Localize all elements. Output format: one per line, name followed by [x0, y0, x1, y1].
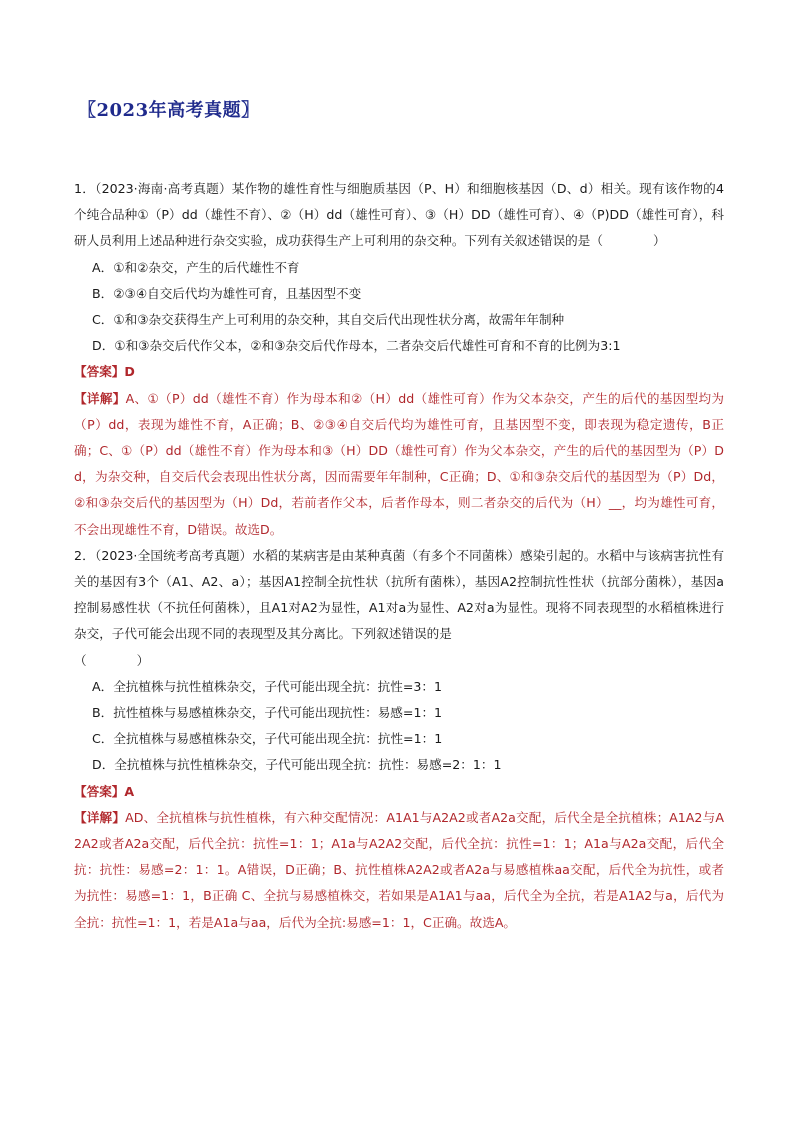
option-c: C．全抗植株与易感植株杂交，子代可能出现全抗：抗性=1：1 [92, 731, 443, 747]
option-a: A．全抗植株与抗性植株杂交，子代可能出现全抗：抗性=3：1 [92, 678, 443, 694]
option-b: B．抗性植株与易感植株杂交，子代可能出现抗性：易感=1：1 [92, 705, 443, 721]
analysis-text: A、①（P）dd（雄性不育）作为母本和②（H）dd（雄性可育）作为父本杂交，产生的后代的基因型均为（P）dd，表现为雄性不育，A正确；B、②③④自交后代均为雄性可育，且基因型不变，即表现为稳定遗传，B正确；C、①（P）dd（雄性不育）作为母本和③（H）DD（雄性可育）作为父本杂交，产生的后代的基因型为（P）Dd，为杂交种，自交后代会表现出性状分离，因而需要年年制种，C正确；D、①和③杂交后代的基因型为（P）Dd，②和③杂交后代的基因型为（H）Dd，若前者作父本，后者作母本，则二者杂交的后代为（H）__，均为雄性可育，不会出现雄性不育，D错误。故选D。 [74, 390, 724, 537]
analysis [74, 805, 724, 936]
answer: 【答案】D [74, 364, 135, 380]
question-content [74, 176, 724, 936]
analysis-label: 【详解】 [74, 809, 126, 825]
option-d: D．全抗植株与抗性植株杂交，子代可能出现全抗：抗性：易感=2：1：1 [92, 757, 502, 773]
answer: 【答案】A [74, 783, 135, 799]
question-1 [74, 176, 724, 543]
section-title: 〖2023年高考真题〗 [78, 100, 260, 121]
option-b: B．②③④自交后代均为雄性可育，且基因型不变 [92, 285, 362, 301]
option-c: C．①和③杂交获得生产上可利用的杂交种，其自交后代出现性状分离，故需年年制种 [92, 312, 565, 328]
analysis-text: AD、全抗植株与抗性植株，有六种交配情况：A1A1与A2A2或者A2a交配，后代全是全抗植株；A1A2与A2A2或者A2a交配，后代全抗：抗性=1：1；A1a与A2A2交配，后代全抗：抗性=1：1；A1a与A2a交配，后代全抗：抗性：易感=2：1：1。A错误，D正确；B、抗性植株A2A2或者A2a与易感植株aa交配，后代全为抗性，或者为抗性：易感=1：1，B正确 C、全抗与易感植株交，若如果是A1A1与aa，后代全为全抗，若是A1A2与a，后代为全抗：抗性=1：1，若是A1a与aa，后代为全抗:易感=1：1，C正确。故选A。 [74, 809, 725, 930]
question-2 [74, 543, 724, 936]
option-d: D．①和③杂交后代作父本，②和③杂交后代作母本，二者杂交后代雄性可育和不育的比例为3:1 [92, 338, 621, 354]
analysis [74, 386, 724, 543]
analysis-label: 【详解】 [74, 390, 126, 406]
option-a: A．①和②杂交，产生的后代雄性不育 [92, 259, 300, 275]
question-stem: 2．（2023·全国统考高考真题）水稻的某病害是由某种真菌（有多个不同菌株）感染引起的。水稻中与该病害抗性有关的基因有3个（A1、A2、a）；基因A1控制全抗性状（抗所有菌株），基因A2控制抗性性状（抗部分菌株），基因a控制易感性状（不抗任何菌株），且A1对A2为显性，A1对a为显性、A2对a为显性。现将不同表现型的水稻植株进行杂交，子代可能会出现不同的表现型及其分离比。下列叙述错误的是 （ ） [74, 547, 724, 668]
question-stem: 1．（2023·海南·高考真题）某作物的雄性育性与细胞质基因（P、H）和细胞核基因（D、d）相关。现有该作物的4个纯合品种①（P）dd（雄性不育）、②（H）dd（雄性可育）、③（H）DD（雄性可育）、④（P)DD（雄性可育），科研人员利用上述品种进行杂交实验，成功获得生产上可利用的杂交种。下列有关叙述错误的是（ ） [74, 181, 724, 249]
